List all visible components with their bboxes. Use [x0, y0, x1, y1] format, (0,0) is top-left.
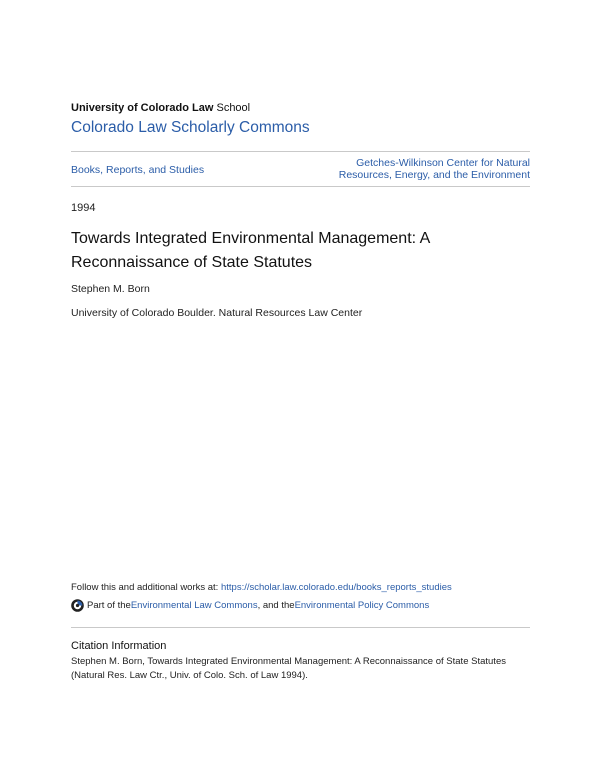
environmental-law-commons-link[interactable]: Environmental Law Commons — [130, 600, 258, 611]
network-icon — [71, 599, 84, 612]
part-of-prefix: Part of the — [87, 600, 131, 611]
citation-text: Stephen M. Born, Towards Integrated Environmental Management: A Reconnaissance of State Statutes (Natural Res. Law Ctr., Univ. of Colo. Sch. of Law 1994). — [71, 656, 506, 681]
affiliation: University of Colorado Boulder. Natural Resources Law Center — [71, 307, 363, 319]
divider-series — [71, 186, 530, 187]
series-center-line2: Resources, Energy, and the Environment — [338, 169, 530, 181]
document-title: Towards Integrated Environmental Management: A Reconnaissance of State Statutes — [71, 230, 430, 271]
part-of-middle: , and the — [257, 600, 295, 611]
institution-name — [71, 102, 250, 114]
part-of-line — [71, 599, 429, 612]
follow-link[interactable]: https://scholar.law.colorado.edu/books_reports_studies — [220, 582, 452, 593]
environmental-policy-commons-link[interactable]: Environmental Policy Commons — [294, 600, 430, 611]
repository-link[interactable]: Colorado Law Scholarly Commons — [71, 119, 310, 136]
divider-top — [71, 151, 530, 152]
institution-name-bold: University of Colorado Law — [71, 102, 214, 114]
author: Stephen M. Born — [71, 283, 150, 295]
citation-heading: Citation Information — [71, 640, 167, 652]
follow-prefix: Follow this and additional works at: — [71, 582, 221, 593]
divider-citation — [71, 627, 530, 628]
institution-name-rest: School — [213, 102, 251, 114]
series-link-center[interactable] — [270, 157, 530, 181]
series-link-books[interactable]: Books, Reports, and Studies — [71, 164, 205, 176]
series-center-line1: Getches-Wilkinson Center for Natural — [356, 157, 530, 169]
publication-year: 1994 — [71, 202, 96, 214]
follow-line — [71, 582, 452, 593]
